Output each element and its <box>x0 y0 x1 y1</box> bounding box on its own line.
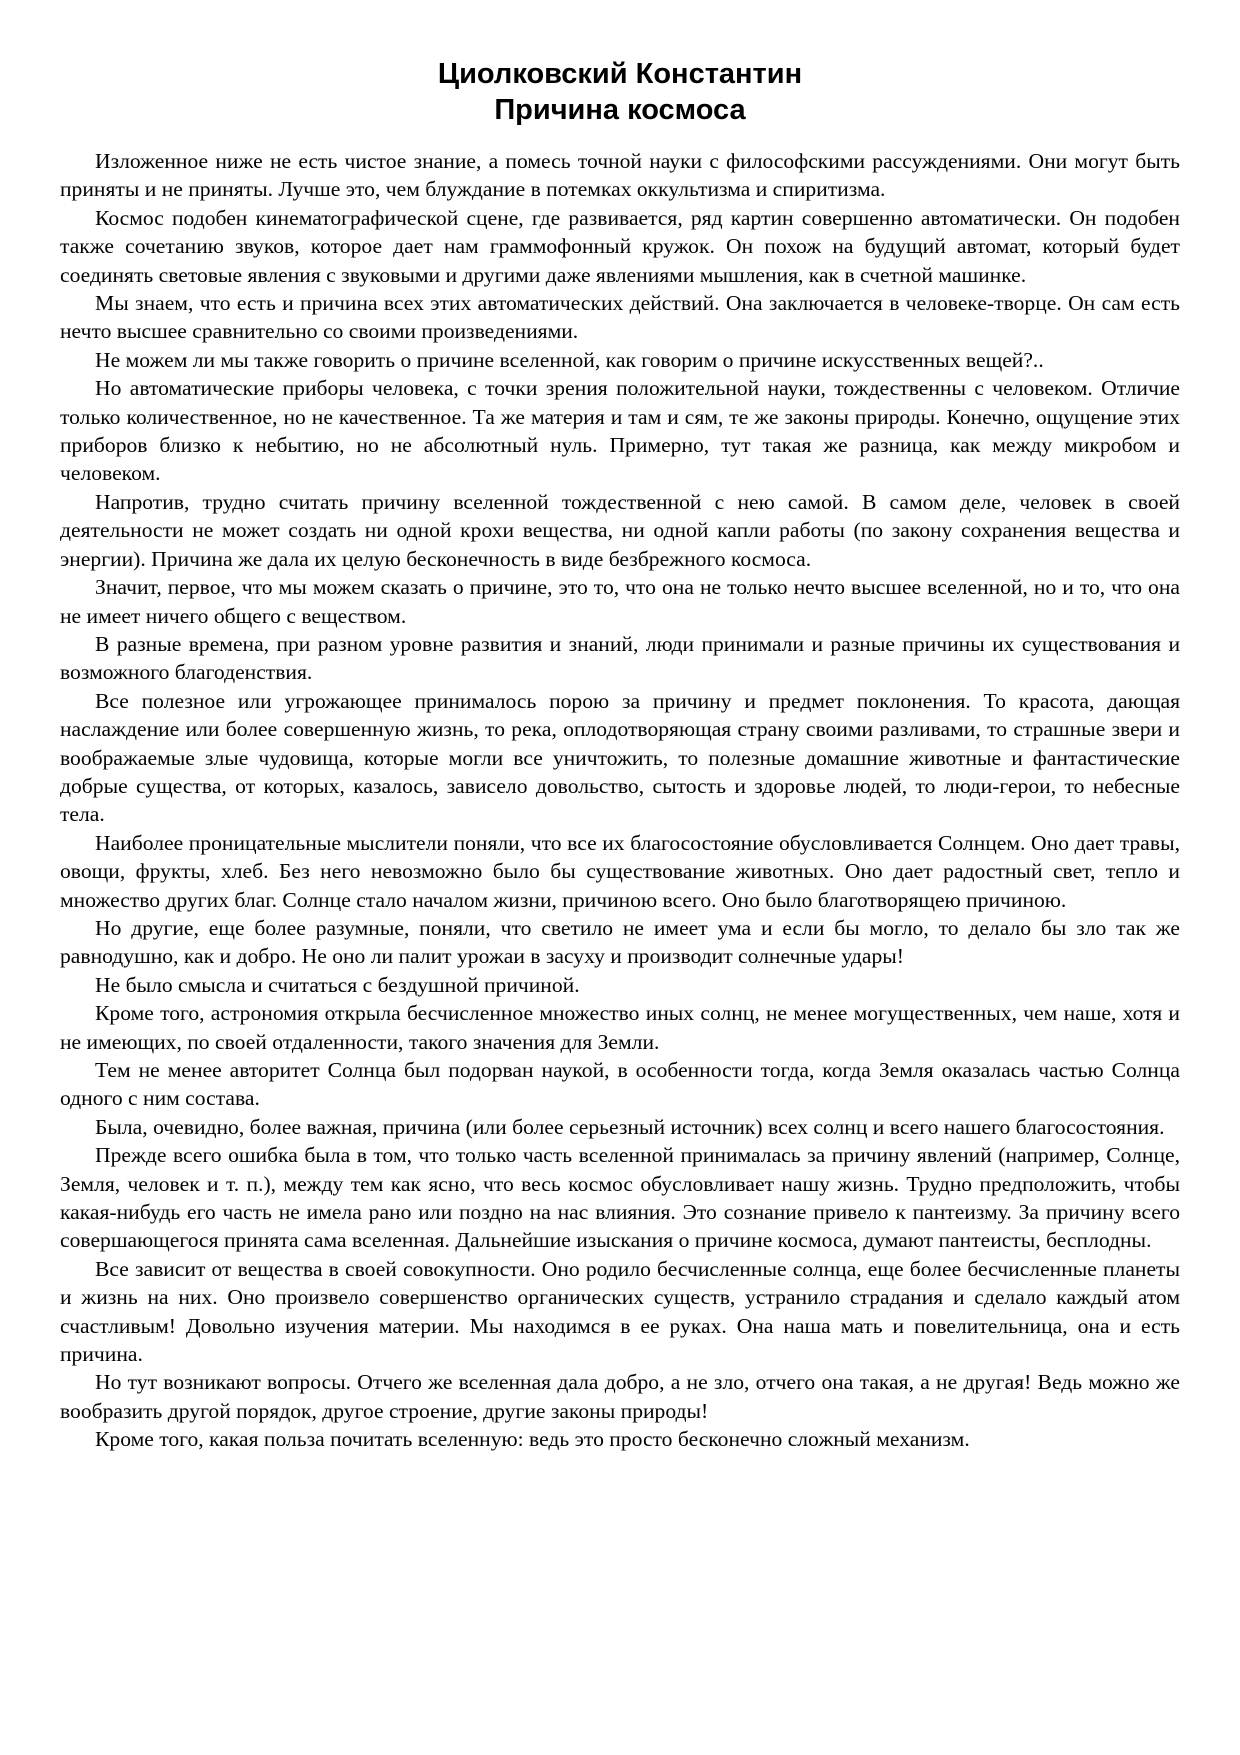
paragraph: Значит, первое, что мы можем сказать о причине, это то, что она не только нечто высшее вселенной, но и то, что она не имеет ничего общего с веществом. <box>60 575 1180 628</box>
paragraph: Все полезное или угрожающее принималось порою за причину и предмет поклонения. То красота, дающая наслаждение или более совершенную жизнь, то река, оплодотворяющая страну своими разливами, то страшные звери и воображаемые злые чудовища, которые могли все уничтожить, то полезные домашние животные и фантастические добрые существа, от которых, казалось, зависело довольство, сытость и здоровье людей, то люди-герои, то небесные тела. <box>60 688 1180 827</box>
paragraph: Но автоматические приборы человека, с точки зрения положительной науки, тождественны с человеком. Отличие только количественное, но не качественное. Та же материя и там и сям, те же законы природы. Конечно, ощущение этих приборов близко к небытию, но не абсолютный нуль. Примерно, тут такая же разница, как между микробом и человеком. <box>60 376 1180 486</box>
paragraph: Прежде всего ошибка была в том, что только часть вселенной принималась за причину явлений (например, Солнце, Земля, человек и т. п.), между тем как ясно, что весь космос обусловливает нашу жизнь. Трудно предположить, чтобы какая-нибудь его часть не имела рано или поздно на нас влияния. Это сознание привело к пантеизму. За причину всего совершающегося принята сама вселенная. Дальнейшие изыскания о причине космоса, думают пантеисты, бесплодны. <box>60 1143 1180 1253</box>
author-name: Циолковский Константин <box>437 58 803 90</box>
document-body <box>60 147 1180 1454</box>
paragraph: В разные времена, при разном уровне развития и знаний, люди принимали и разные причины их существования и возможного благоденствия. <box>60 631 1180 685</box>
document-page <box>60 56 1180 1454</box>
paragraph: Была, очевидно, более важная, причина (или более серьезный источник) всех солнц и всего нашего благосостояния. <box>95 1114 1165 1139</box>
document-title: Причина космоса <box>494 94 746 126</box>
paragraph: Кроме того, астрономия открыла бесчисленное множество иных солнц, не менее могущественных, чем наше, хотя и не имеющих, по своей отдаленности, такого значения для Земли. <box>60 1001 1180 1054</box>
paragraph: Мы знаем, что есть и причина всех этих автоматических действий. Она заключается в человеке-творце. Он сам есть нечто высшее сравнительно со своими произведениями. <box>60 291 1180 344</box>
paragraph: Все зависит от вещества в своей совокупности. Оно родило бесчисленные солнца, еще более бесчисленные планеты и жизнь на них. Оно произвело совершенство органических существ, устранило страдания и сделало каждый атом счастливым! Довольно изучения материи. Мы находимся в ее руках. Она наша мать и повелительница, она и есть причина. <box>60 1256 1180 1367</box>
paragraph: Тем не менее авторитет Солнца был подорван наукой, в особенности тогда, когда Земля оказалась частью Солнца одного с ним состава. <box>60 1058 1180 1111</box>
paragraph: Но тут возникают вопросы. Отчего же вселенная дала добро, а не зло, отчего она такая, а не другая! Ведь можно же вообразить другой порядок, другое строение, другие законы природы! <box>60 1370 1180 1423</box>
paragraph: Космос подобен кинематографической сцене, где развивается, ряд картин совершенно автоматически. Он подобен также сочетанию звуков, которое дает нам граммофонный кружок. Он похож на будущий автомат, который будет соединять световые явления с звуковыми и другими даже явлениями мышления, как в счетной машинке. <box>60 205 1180 287</box>
paragraph: Не можем ли мы также говорить о причине вселенной, как говорим о причине искусственных вещей?.. <box>95 347 1044 372</box>
paragraph: Наиболее проницательные мыслители поняли, что все их благосостояние обусловливается Солнцем. Оно дает травы, овощи, фрукты, хлеб. Без него невозможно было бы существование животных. Оно дает радостный свет, тепло и множество других благ. Солнце стало началом жизни, причиною всего. Оно было благотворящею причиною. <box>60 830 1180 912</box>
paragraph: Но другие, еще более разумные, поняли, что светило не имеет ума и если бы могло, то делало бы зло так же равнодушно, как и добро. Не оно ли палит урожаи в засуху и производит солнечные удары! <box>60 915 1180 969</box>
paragraph: Изложенное ниже не есть чистое знание, а помесь точной науки с философскими рассуждениями. Они могут быть приняты и не приняты. Лучше это, чем блуждание в потемках оккультизма и спиритизма. <box>60 149 1180 202</box>
paragraph: Не было смысла и считаться с бездушной причиной. <box>95 972 580 997</box>
document-header <box>60 56 1180 128</box>
paragraph: Напротив, трудно считать причину вселенной тождественной с нею самой. В самом деле, человек в своей деятельности не может создать ни одной крохи вещества, ни одной капли работы (по закону сохранения вещества и энергии). Причина же дала их целую бесконечность в виде безбрежного космоса. <box>60 489 1180 571</box>
paragraph: Кроме того, какая польза почитать вселенную: ведь это просто бесконечно сложный механизм. <box>95 1427 970 1452</box>
